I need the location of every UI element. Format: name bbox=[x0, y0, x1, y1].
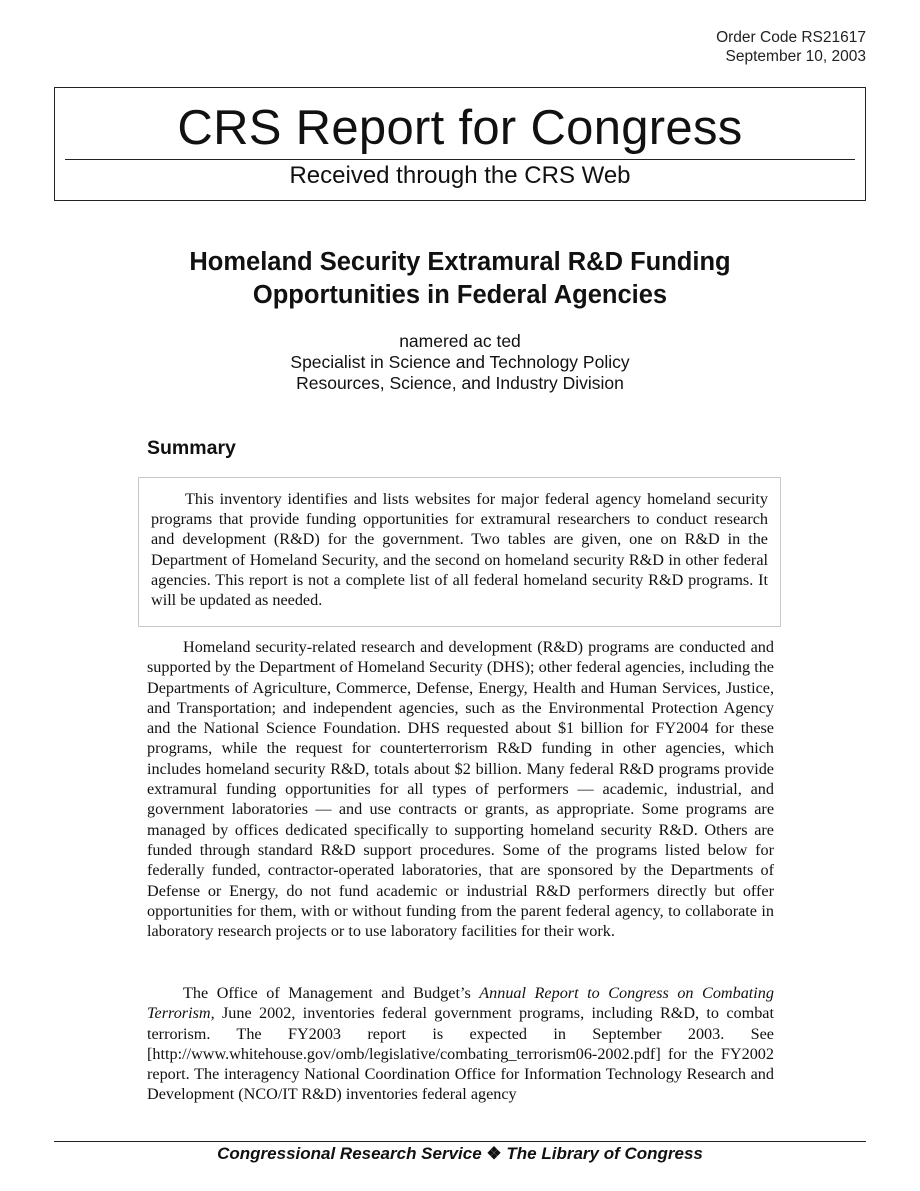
footer-divider bbox=[54, 1141, 866, 1142]
summary-heading: Summary bbox=[147, 437, 236, 459]
report-date: September 10, 2003 bbox=[725, 48, 866, 65]
document-title-line-1: Homeland Security Extramural R&D Funding bbox=[189, 248, 731, 276]
summary-box bbox=[138, 477, 781, 627]
order-code-block bbox=[716, 28, 866, 66]
masthead-box bbox=[54, 87, 866, 201]
body-paragraph-2 bbox=[147, 983, 774, 1105]
footer-library: The Library of Congress bbox=[506, 1144, 703, 1163]
summary-text: This inventory identifies and lists websites for major federal agency homeland security programs that provide funding opportunities for extramural researchers to conduct research and development (R&D) for the government. Two tables are given, one on R&D in the Department of Homeland Security, and the second on homeland security R&D in other federal agencies. This report is not a complete list of all federal homeland security R&D programs. It will be updated as needed. bbox=[151, 490, 768, 610]
masthead-title: CRS Report for Congress bbox=[177, 101, 743, 155]
document-title bbox=[100, 246, 820, 312]
author-division: Resources, Science, and Industry Division bbox=[296, 373, 624, 393]
order-code: Order Code RS21617 bbox=[716, 29, 866, 46]
author-position: Specialist in Science and Technology Policy bbox=[290, 352, 630, 372]
author-name: namered ac ted bbox=[399, 331, 521, 351]
paragraph-2-lead: The Office of Management and Budget’s bbox=[183, 984, 480, 1002]
body-paragraph-1: Homeland security-related research and development (R&D) programs are conducted and supported by the Department of Homeland Security (DHS); other federal agencies, including the Departments of Agriculture, Commerce, Defense, Energy, Health and Human Services, Justice, and Transportation; and independent agencies, such as the Environmental Protection Agency and the National Science Foundation. DHS requested about $1 billion for FY2004 for these programs, while the request for counterterrorism R&D funding in other agencies, which includes homeland security R&D, totals about $2 billion. Many federal R&D programs provide extramural funding opportunities for all types of performers — academic, industrial, and government laboratories — and use contracts or grants, as appropriate. Some programs are managed by offices dedicated specifically to supporting homeland security R&D. Others are funded through standard R&D support procedures. Some of the programs listed below for federally funded, contractor-operated laboratories, that are sponsored by the Departments of Defense or Energy, do not fund academic or industrial R&D performers directly but offer opportunities for them, with or without funding from the parent federal agency, to collaborate in laboratory research projects or to use laboratory facilities for their work. bbox=[147, 638, 774, 941]
footer bbox=[54, 1143, 866, 1165]
footer-crs: Congressional Research Service bbox=[217, 1144, 482, 1163]
masthead-subtitle: Received through the CRS Web bbox=[289, 162, 631, 189]
paragraph-2-rest: June 2002, inventories federal government programs, including R&D, to combat terrorism. The FY2003 report is expected in September 2003. See [http://www.whitehouse.gov/omb/legislative/combating_terrorism06-2002.pdf] for the FY2002 report. The interagency National Coordination Office for Information Technology Research and Development (NCO/IT R&D) inventories federal agency bbox=[147, 1004, 774, 1104]
author-block bbox=[160, 331, 760, 394]
document-title-line-2: Opportunities in Federal Agencies bbox=[252, 281, 668, 309]
masthead-divider bbox=[65, 159, 855, 160]
diamond-separator-icon: ❖ bbox=[486, 1144, 502, 1163]
report-title-citation: Annual Report to Congress on Combating Terrorism, bbox=[147, 984, 774, 1023]
